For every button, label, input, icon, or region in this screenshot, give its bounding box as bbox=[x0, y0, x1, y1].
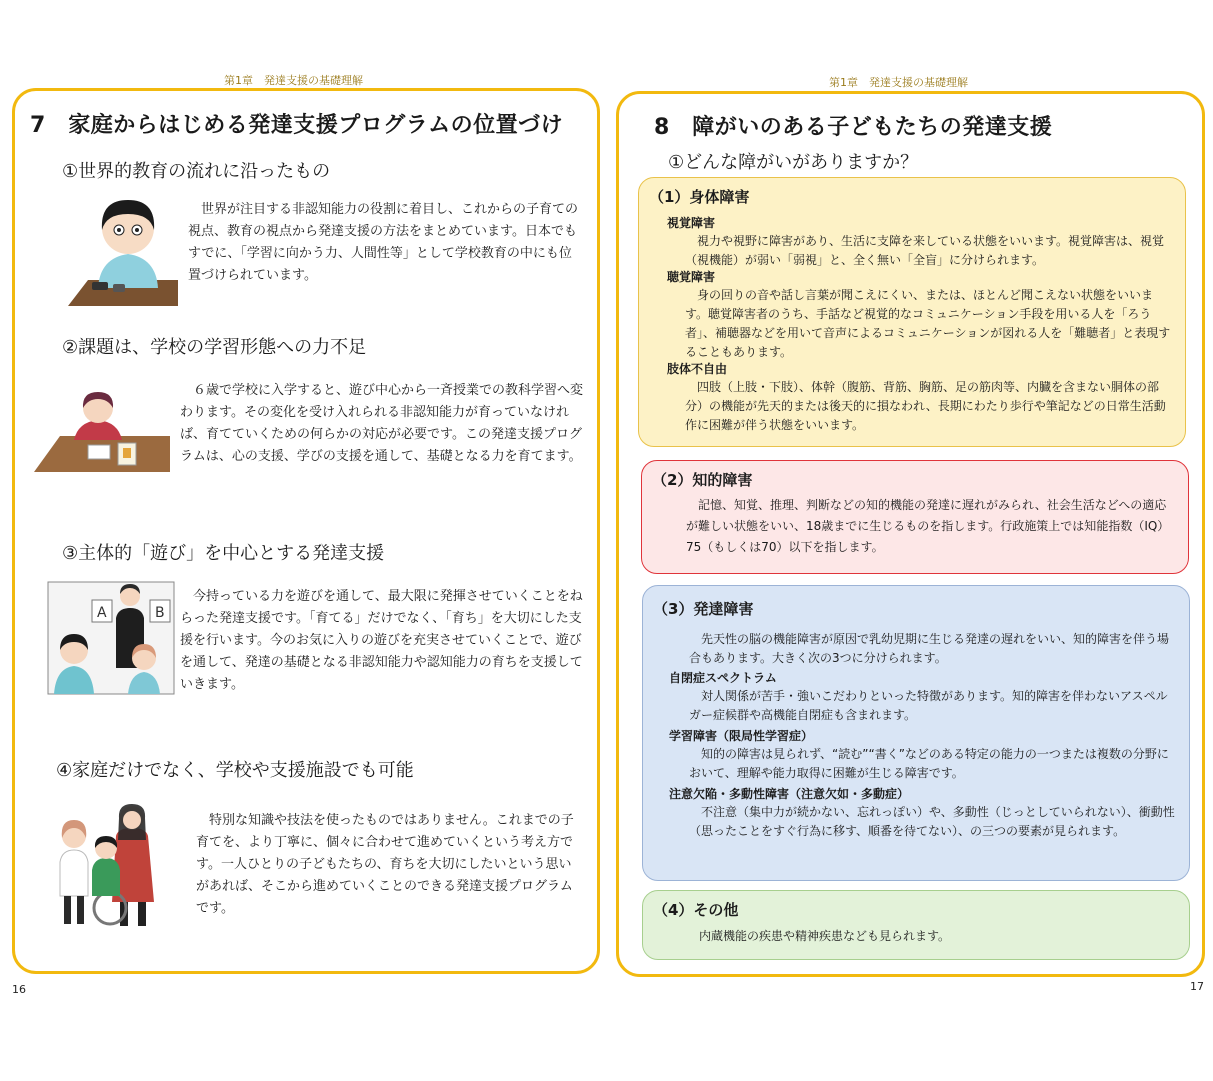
left-page-title: 7 家庭からはじめる発達支援プログラムの位置づけ bbox=[30, 113, 564, 138]
chapter-label-left: 第1章 発達支援の基礎理解 bbox=[224, 74, 363, 87]
section-3-heading: ③主体的「遊び」を中心とする発達支援 bbox=[62, 543, 385, 564]
desc-autism: 対人関係が苦手・強いこだわりといった特徴があります。知的障害を伴わないアスペルガー症候群や高機能自閉症も含まれます。 bbox=[689, 689, 1168, 722]
section-1-text: 世界が注目する非認知能力の役割に着目し、これからの子育ての視点、教育の視点から発達支援の方法をまとめています。日本でもすでに、「学習に向かう力、人間性等」として学校教育の中にも位置づけられています。 bbox=[188, 202, 579, 283]
section-2-heading: ②課題は、学校の学習形態への力不足 bbox=[62, 337, 367, 358]
section-3-text: 今持っている力を遊びを通して、最大限に発揮させていくことをねらった発達支援です。「育てる」だけでなく、「育ち」を大切にした支援を行います。今のお気に入りの遊びを充実させていくことで、遊びを通して、発達の基礎となる非認知能力や認知能力の育ちを支援していきます。 bbox=[180, 589, 583, 692]
section-4-heading: ④家庭だけでなく、学校や支援施設でも可能 bbox=[56, 760, 414, 781]
teacher-with-children-illustration bbox=[46, 578, 178, 696]
desc-adhd: 不注意（集中力が続かない、忘れっぽい）や、多動性（じっとしていられない）、衝動性（思ったことをすぐ行為に移す、順番を待てない）、の三つの要素が見られます。 bbox=[689, 805, 1175, 838]
box-4-title: （4）その他 bbox=[653, 901, 739, 919]
family-support-illustration bbox=[54, 800, 164, 930]
child-studying-illustration bbox=[34, 388, 172, 474]
term-autism: 自閉症スペクトラム bbox=[669, 671, 777, 685]
svg-text:B: B bbox=[155, 605, 165, 621]
right-page-subtitle: ①どんな障がいがありますか？ bbox=[668, 152, 919, 173]
child-playing-illustration bbox=[58, 188, 183, 313]
desc-intellectual: 記憶、知覚、推理、判断などの知的機能の発達に遅れがみられ、社会生活などへの適応が難しい状態をいい、18歳までに生じるものを指します。行政施策上では知能指数（IQ）75（もしくは70）以下を指します。 bbox=[686, 498, 1170, 554]
term-hearing: 聴覚障害 bbox=[667, 270, 716, 284]
term-visual: 視覚障害 bbox=[667, 216, 716, 230]
term-physical: 肢体不自由 bbox=[667, 362, 728, 376]
desc-hearing: 身の回りの音や話し言葉が聞こえにくい、または、ほとんど聞こえない状態をいいます。聴覚障害者のうち、手話など視覚的なコミュニケーション手段を用いる人を「ろう者」、補聴器などを用いて音声によるコミュニケーションが図れる人を「難聴者」と表現することもあります。 bbox=[685, 288, 1171, 359]
other-disability-box bbox=[642, 890, 1190, 960]
page-number-left: 16 bbox=[12, 983, 26, 996]
section-4-text: 特別な知識や技法を使ったものではありません。これまでの子育てを、より丁寧に、個々に合わせて進めていくという考え方です。一人ひとりの子どもたちの、育ちを大切にしたいという思いがあれば、そこから進めていくことのできる発達支援プログラムです。 bbox=[196, 813, 574, 916]
desc-visual: 視力や視野に障害があり、生活に支障を来している状態をいいます。視覚障害は、視覚（視機能）が弱い「弱視」と、全く無い「全盲」に分けられます。 bbox=[685, 234, 1165, 267]
box-2-title: （2）知的障害 bbox=[652, 471, 753, 489]
desc-developmental-intro: 先天性の脳の機能障害が原因で乳幼児期に生じる発達の遅れをいい、知的障害を伴う場合もあります。大きく次の3つに分けられます。 bbox=[689, 632, 1170, 665]
developmental-disability-box bbox=[642, 585, 1190, 881]
desc-learning: 知的の障害は見られず、“読む”“書く”などのある特定の能力の一つまたは複数の分野において、理解や能力取得に困難が生じる障害です。 bbox=[689, 747, 1169, 780]
desc-physical: 四肢（上肢・下肢）、体幹（腹筋、背筋、胸筋、足の筋肉等、内臓を含まない胴体の部分）の機能が先天的または後天的に損なわれ、長期にわたり歩行や筆記などの日常生活動作に困難が伴う状態をいいます。 bbox=[685, 380, 1166, 432]
page-number-right: 17 bbox=[1190, 980, 1204, 993]
section-1-heading: ①世界的教育の流れに沿ったもの bbox=[62, 161, 331, 182]
desc-other: 内蔵機能の疾患や精神疾患なども見られます。 bbox=[699, 929, 951, 943]
term-learning: 学習障害（限局性学習症） bbox=[669, 729, 814, 743]
intellectual-disability-box bbox=[641, 460, 1189, 574]
term-adhd: 注意欠陥・多動性障害（注意欠如・多動症） bbox=[669, 787, 910, 801]
box-3-title: （3）発達障害 bbox=[653, 600, 754, 618]
svg-text:A: A bbox=[97, 605, 107, 621]
box-1-title: （1）身体障害 bbox=[649, 188, 750, 206]
physical-disability-box bbox=[638, 177, 1186, 447]
chapter-label-right: 第1章 発達支援の基礎理解 bbox=[829, 76, 968, 89]
right-page-title: 8 障がいのある子どもたちの発達支援 bbox=[654, 115, 1053, 140]
section-2-text: ６歳で学校に入学すると、遊び中心から一斉授業での教科学習へ変わります。その変化を受け入れられる非認知能力が育っていなければ、育てていくための何らかの対応が必要です。この発達支援プログラムは、心の支援、学びの支援を通して、基礎となる力を育てます。 bbox=[180, 383, 584, 464]
